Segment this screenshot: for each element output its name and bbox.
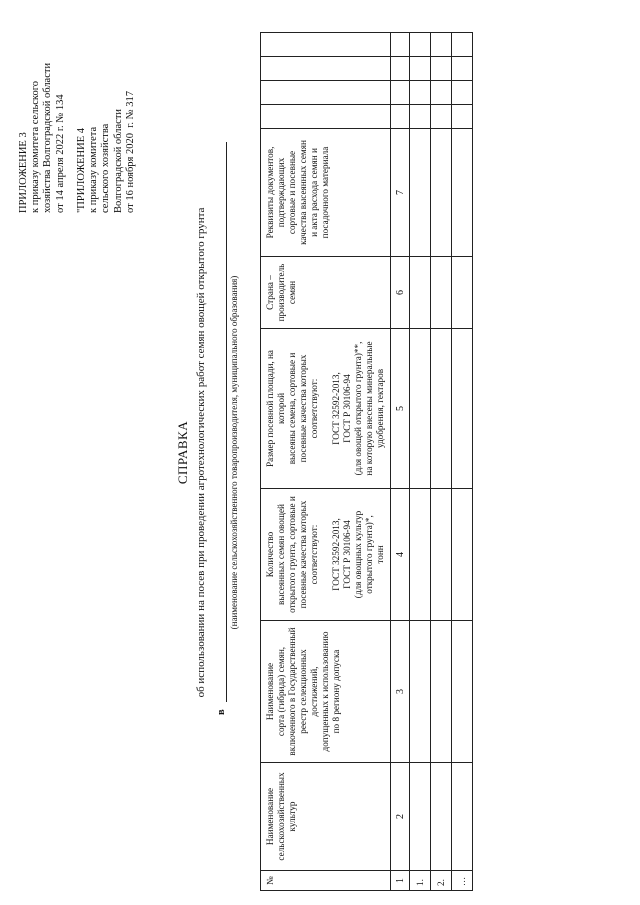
table-cell [410, 329, 431, 489]
table-cell [452, 33, 473, 57]
table-cell [452, 129, 473, 257]
table-cell [410, 489, 431, 621]
column-number: 7 [391, 129, 410, 257]
header-cell-quantity: Количество высеянных семян овощей открытого грунта, сортовые и посевные качества которых соответствуют: ГОСТ 32592-2013, ГОСТ Р 30106-94 (для овощных культур открытого грунта)*, тонн [261, 489, 391, 621]
document-subtitle: об использовании на посев при проведении агротехнологических работ семян овощей открытого грунта [195, 207, 207, 698]
table-cell [261, 57, 391, 81]
table-cell [431, 329, 452, 489]
table-cell [410, 57, 431, 81]
table-cell [452, 329, 473, 489]
table-cell [452, 621, 473, 763]
header-cell-area: Размер посевной площади, на которой высеяны семена, сортовые и посевные качества которых соответствуют: ГОСТ 32592-2013, ГОСТ Р 30106-94 (для овощей открытого грунта)**, на которую внесены минеральные удобрения, гектаров [261, 329, 391, 489]
column-number: 4 [391, 489, 410, 621]
header-cell-variety: Наименование сорта (гибрида) семян, включенного в Государственный реестр селекционных достижений, допущенных к использованию по 8 региону допуска [261, 621, 391, 763]
table-cell [410, 257, 431, 329]
table-cell [452, 763, 473, 871]
row-number: … [452, 871, 473, 891]
table-cell [410, 33, 431, 57]
row-number: 1. [410, 871, 431, 891]
table-cell [410, 81, 431, 105]
table-cell [431, 105, 452, 129]
report-table [260, 32, 473, 891]
table-cell [261, 81, 391, 105]
table-cell [431, 489, 452, 621]
table-cell [431, 257, 452, 329]
table-cell [391, 81, 410, 105]
header-cell-documents: Реквизиты документов, подтверждающих сортовые и посевные качества высеянных семян и акта расхода семян и посадочного материала [261, 129, 391, 257]
column-number: 5 [391, 329, 410, 489]
column-number: 1 [391, 871, 410, 891]
table-cell [261, 105, 391, 129]
table-cell [261, 33, 391, 57]
table-row [410, 33, 431, 891]
fill-in-caption: (наименование сельскохозяйственного товаропроизводителя, муниципального образования) [229, 275, 239, 630]
table-cell [431, 81, 452, 105]
column-number: 2 [391, 763, 410, 871]
header-cell-number: № [261, 871, 391, 891]
fill-in-line [226, 142, 227, 702]
table-cell [410, 621, 431, 763]
table-row [452, 33, 473, 891]
table-row [431, 33, 452, 891]
table-cell [431, 33, 452, 57]
column-number: 6 [391, 257, 410, 329]
table-cell [452, 489, 473, 621]
table-cell [391, 57, 410, 81]
table-cell [452, 81, 473, 105]
column-number-row [391, 33, 410, 891]
table-cell [452, 57, 473, 81]
table-cell [452, 105, 473, 129]
table-cell [431, 621, 452, 763]
table-cell [410, 763, 431, 871]
table-cell [391, 105, 410, 129]
column-number: 3 [391, 621, 410, 763]
appendix-3-header: ПРИЛОЖЕНИЕ 3 к приказу комитета сельского хозяйства Волгоградской области от 14 апреля 2022 г. № 134 [18, 62, 66, 213]
row-number: 2. [431, 871, 452, 891]
table-cell [452, 257, 473, 329]
table-cell [410, 129, 431, 257]
header-cell-crops: Наименование сельскохозяйственных культур [261, 763, 391, 871]
table-cell [431, 129, 452, 257]
table-header-row [261, 33, 391, 891]
appendix-4-header: "ПРИЛОЖЕНИЕ 4 к приказу комитета сельского хозяйства Волгоградской области от 16 ноября 2020 г. № 317 [76, 90, 136, 213]
header-cell-country: Страна – производитель семян [261, 257, 391, 329]
table-cell [431, 763, 452, 871]
table-cell [410, 105, 431, 129]
in-label: в [216, 709, 227, 715]
table-cell [391, 33, 410, 57]
document-title: СПРАВКА [175, 420, 190, 485]
table-cell [431, 57, 452, 81]
